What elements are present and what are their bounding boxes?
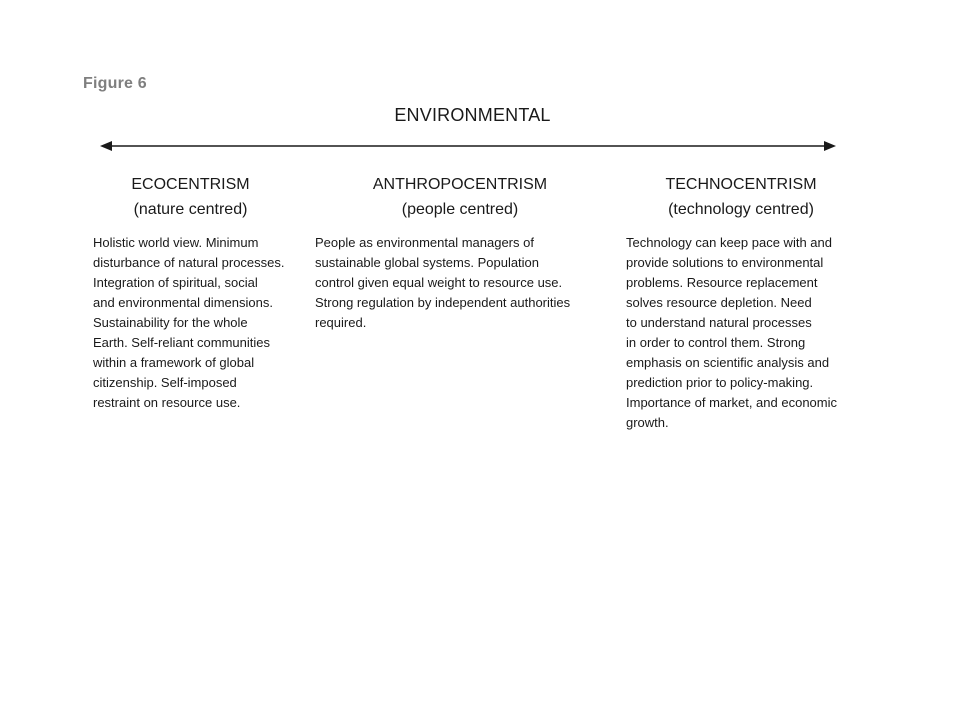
column-description: Technology can keep pace with and provide solutions to environmental problems. Resource replacement solves resource depletion. Need to understand natural processes in order to control them. Strong emphasis on scientific analysis and prediction prior to policy-making. Importance of market, and economic growth. [626, 235, 837, 430]
column-anthropocentrism [315, 172, 615, 333]
arrow-head-left [100, 141, 112, 151]
column-ecocentrism [93, 172, 308, 413]
column-description: Holistic world view. Minimum disturbance of natural processes. Integration of spiritual, social and environmental dimensions. Sustainability for the whole Earth. Self-reliant communities within a framework of global citizenship. Self-imposed restraint on resource use. [93, 235, 285, 410]
column-title: ECOCENTRISM [131, 176, 250, 193]
column-subtitle: (technology centred) [668, 201, 814, 218]
column-subtitle: (nature centred) [133, 201, 248, 218]
column-technocentrism [626, 172, 866, 433]
column-title: ANTHROPOCENTRISM [372, 176, 548, 193]
double-headed-arrow [100, 138, 836, 154]
column-subtitle: (people centred) [401, 201, 519, 218]
column-description: People as environmental managers of sustainable global systems. Population control given equal weight to resource use. Strong regulation by independent authorities required. [315, 235, 571, 330]
column-title: TECHNOCENTRISM [665, 176, 817, 193]
figure-label: Figure 6 [83, 75, 147, 92]
spectrum-title: ENVIRONMENTAL [394, 105, 551, 125]
arrow-head-right [824, 141, 836, 151]
